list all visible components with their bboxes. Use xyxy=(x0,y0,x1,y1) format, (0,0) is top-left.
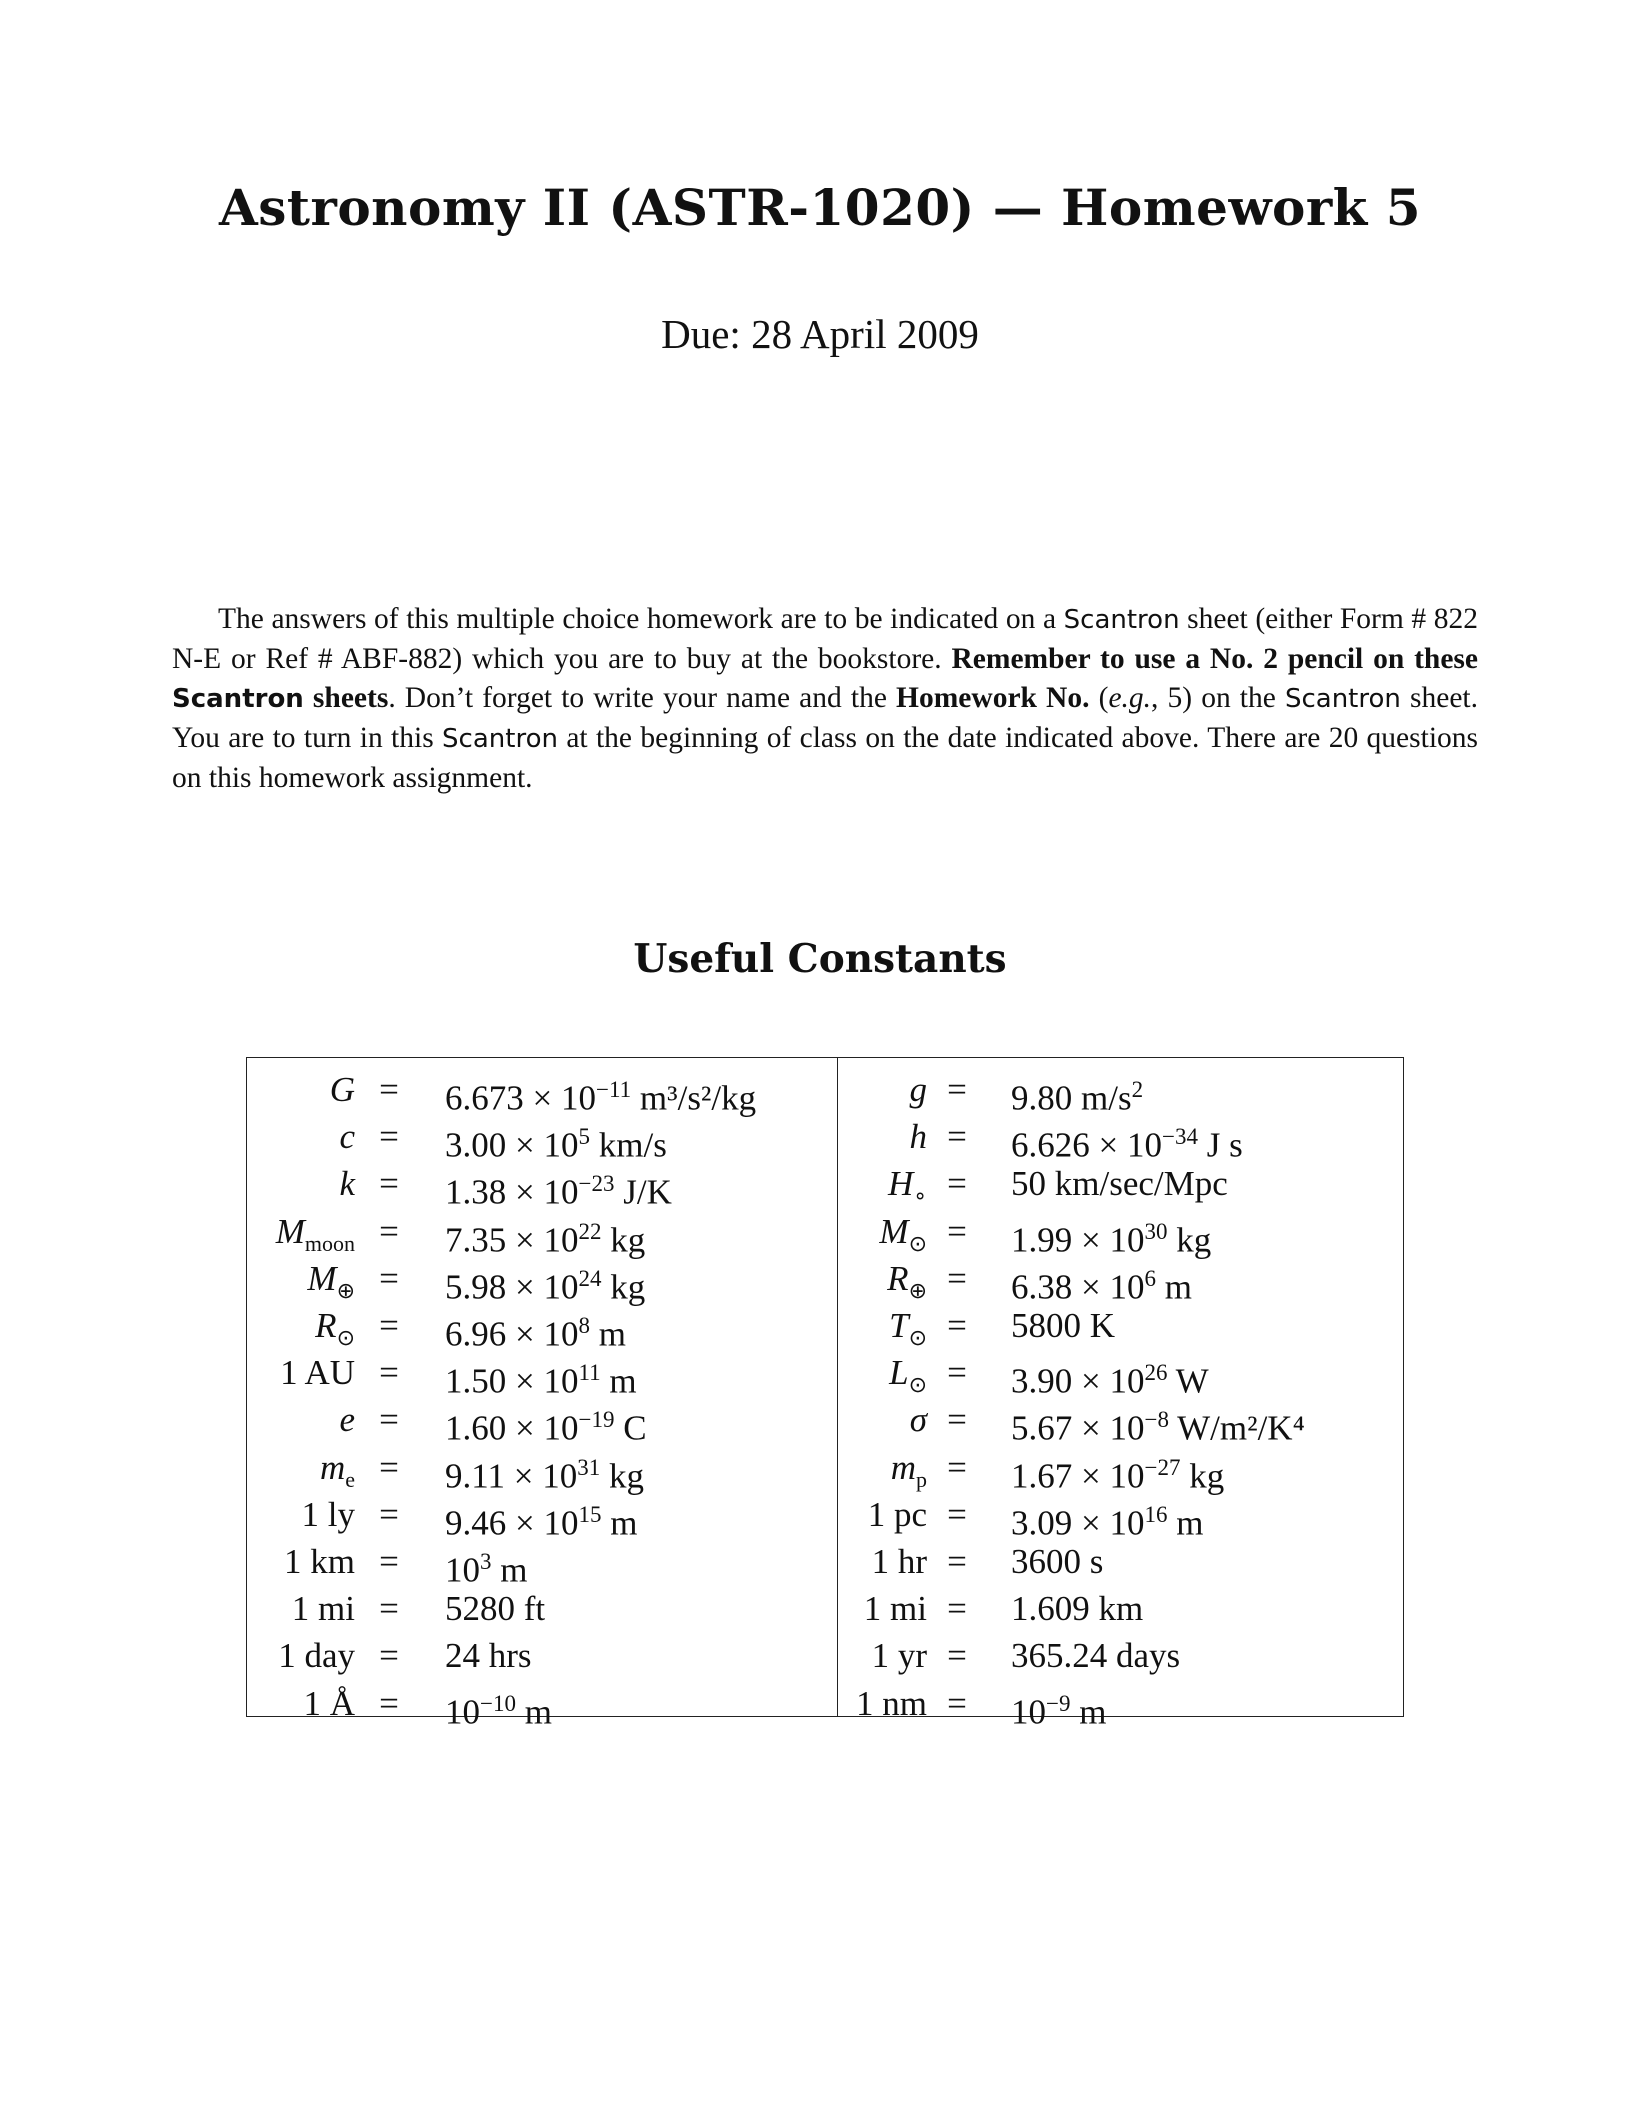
constant-value xyxy=(1011,1538,1103,1585)
constant-value-text: 1.99 × 10 xyxy=(1011,1220,1145,1260)
constant-exponent: −10 xyxy=(480,1690,516,1716)
scantron-term: Scantron xyxy=(442,724,558,754)
constant-subscript: ⊕ xyxy=(908,1277,927,1303)
equals-sign: = xyxy=(379,1400,399,1440)
constant-value-text: 10 xyxy=(1011,1692,1046,1732)
constant-symbol xyxy=(247,1680,355,1727)
equals-sign: = xyxy=(947,1353,967,1393)
eg-abbrev: e.g. xyxy=(1108,682,1152,714)
constant-symbol-text: m xyxy=(890,1447,916,1487)
constant-exponent: −27 xyxy=(1144,1454,1181,1480)
instructions-paragraph xyxy=(172,600,1478,798)
constant-row xyxy=(247,1632,837,1679)
equals-sign: = xyxy=(379,1117,399,1157)
constant-symbol xyxy=(247,1349,355,1396)
constant-value-text: 1.67 × 10 xyxy=(1011,1456,1145,1496)
constant-row xyxy=(839,1066,1403,1118)
equals-sign: = xyxy=(379,1306,399,1345)
constant-row xyxy=(839,1491,1403,1543)
constant-row xyxy=(839,1208,1403,1260)
constant-symbol-text: σ xyxy=(909,1400,927,1440)
constant-subscript: ∘ xyxy=(913,1183,927,1209)
constant-row xyxy=(247,1444,837,1496)
constant-symbol-text: 1 yr xyxy=(871,1636,927,1676)
constant-value-text: 7.35 × 10 xyxy=(445,1220,579,1260)
constant-symbol-text: 1 km xyxy=(284,1542,355,1581)
constant-value-text: 3.09 × 10 xyxy=(1011,1503,1145,1543)
constant-exponent: −19 xyxy=(578,1407,615,1433)
constant-exponent: −11 xyxy=(596,1077,632,1102)
equals-sign: = xyxy=(379,1258,399,1298)
constant-unit: m³/s²/kg xyxy=(631,1078,757,1118)
constant-symbol-text: M xyxy=(307,1258,337,1298)
scantron-term: Scantron xyxy=(172,684,304,714)
constant-subscript: moon xyxy=(304,1230,355,1256)
constant-exponent: 16 xyxy=(1144,1501,1168,1527)
constant-symbol-text: g xyxy=(909,1070,927,1109)
constant-exponent: 11 xyxy=(578,1360,601,1386)
constant-value-text: 9.80 m/s xyxy=(1011,1078,1132,1118)
constant-row xyxy=(839,1349,1403,1401)
constant-symbol-text: 1 mi xyxy=(291,1589,355,1629)
constant-row xyxy=(247,1160,837,1213)
constant-subscript: p xyxy=(916,1466,927,1492)
constant-symbol xyxy=(839,1396,927,1443)
constant-exponent: −9 xyxy=(1046,1690,1071,1716)
constant-unit: J/K xyxy=(614,1173,672,1213)
constant-exponent: 26 xyxy=(1144,1360,1168,1386)
constant-symbol-text: h xyxy=(909,1117,927,1157)
constant-value-text: 1.60 × 10 xyxy=(445,1409,579,1449)
constant-value-text: 1.50 × 10 xyxy=(445,1361,579,1401)
constant-row xyxy=(247,1208,837,1260)
constant-row xyxy=(839,1255,1403,1307)
constant-symbol-text: 1 hr xyxy=(871,1542,927,1581)
constant-row xyxy=(247,1349,837,1401)
constant-exponent: −8 xyxy=(1144,1407,1169,1433)
constant-symbol xyxy=(247,1491,355,1538)
constant-symbol xyxy=(839,1680,927,1727)
constant-row xyxy=(247,1302,837,1354)
constant-unit: W xyxy=(1167,1361,1209,1401)
constant-subscript: ⊙ xyxy=(908,1325,927,1350)
constant-exponent: −23 xyxy=(578,1171,615,1197)
constant-value-text: 5280 ft xyxy=(445,1589,546,1629)
pencil-reminder-end: sheets xyxy=(303,682,389,714)
constant-value-text: 6.626 × 10 xyxy=(1011,1125,1162,1165)
constant-symbol-text: M xyxy=(879,1211,909,1251)
constant-symbol-text: 1 mi xyxy=(863,1589,927,1629)
constant-unit: m xyxy=(600,1361,637,1401)
equals-sign: = xyxy=(947,1494,967,1534)
constant-symbol-text: R xyxy=(315,1306,337,1345)
scantron-term: Scantron xyxy=(1284,684,1401,714)
constant-symbol xyxy=(839,1113,927,1160)
constant-exponent: 22 xyxy=(578,1218,602,1244)
constant-symbol-text: G xyxy=(329,1070,355,1109)
constant-row xyxy=(247,1491,837,1543)
constant-unit: kg xyxy=(600,1456,644,1496)
constant-value xyxy=(1011,1302,1115,1349)
constant-value-text: 3.90 × 10 xyxy=(1011,1361,1145,1401)
intro-text-5: , 5) on the xyxy=(1151,682,1285,714)
constant-symbol xyxy=(839,1538,927,1585)
constant-value-text: 1.38 × 10 xyxy=(445,1173,579,1213)
constant-row xyxy=(247,1680,837,1732)
constant-symbol xyxy=(247,1066,355,1113)
equals-sign: = xyxy=(379,1353,399,1393)
constant-value-text: 6.673 × 10 xyxy=(445,1078,596,1118)
constant-unit: kg xyxy=(601,1267,646,1307)
constant-row xyxy=(247,1066,837,1118)
constant-exponent: 31 xyxy=(577,1454,601,1480)
intro-text-2: sheet (either Form # 822 N-E or Ref # ABF-882) which you are to buy at the bookstore. xyxy=(172,603,1478,675)
equals-sign: = xyxy=(947,1164,967,1204)
constant-value xyxy=(1011,1160,1228,1207)
constant-row xyxy=(247,1538,837,1590)
constant-symbol-text: 1 pc xyxy=(867,1494,927,1534)
equals-sign: = xyxy=(379,1164,399,1204)
constant-symbol-text: T xyxy=(889,1306,909,1345)
equals-sign: = xyxy=(947,1117,967,1157)
constant-exponent: 3 xyxy=(480,1549,492,1574)
constant-value-text: 1.609 km xyxy=(1011,1589,1144,1629)
constant-exponent: 15 xyxy=(578,1501,602,1527)
constant-symbol-text: H xyxy=(887,1164,914,1204)
constant-symbol xyxy=(247,1585,355,1632)
constant-value-text: 10 xyxy=(445,1692,480,1732)
constant-symbol xyxy=(247,1396,355,1443)
constant-value-text: 5800 K xyxy=(1011,1306,1116,1345)
pencil-reminder-text: Remember to use a No. 2 pencil on these xyxy=(951,643,1478,675)
constant-unit: m xyxy=(601,1503,638,1543)
constant-row xyxy=(839,1585,1403,1632)
equals-sign: = xyxy=(947,1636,967,1676)
homework-no-label: Homework No. xyxy=(896,682,1090,714)
constant-value-text: 365.24 days xyxy=(1011,1636,1181,1676)
equals-sign: = xyxy=(947,1542,967,1581)
constant-value-text: 3600 s xyxy=(1011,1542,1104,1581)
constant-symbol-text: 1 nm xyxy=(856,1683,927,1723)
intro-text-1: The answers of this multiple choice homework are to be indicated on a xyxy=(218,603,1064,635)
constant-subscript: ⊙ xyxy=(908,1372,927,1398)
equals-sign: = xyxy=(947,1683,967,1723)
equals-sign: = xyxy=(947,1589,967,1629)
constant-row xyxy=(839,1680,1403,1732)
constant-exponent: 24 xyxy=(578,1265,602,1291)
constant-value-text: 24 hrs xyxy=(445,1636,532,1676)
constant-unit: J s xyxy=(1197,1125,1243,1165)
constant-symbol xyxy=(839,1632,927,1679)
equals-sign: = xyxy=(947,1070,967,1109)
constant-unit: C xyxy=(614,1409,647,1449)
constant-unit: m xyxy=(515,1692,552,1732)
constant-exponent: −34 xyxy=(1162,1124,1198,1150)
equals-sign: = xyxy=(379,1636,399,1676)
constant-row xyxy=(839,1396,1403,1449)
constant-symbol-text: c xyxy=(339,1117,355,1157)
column-divider xyxy=(837,1058,838,1716)
constant-symbol xyxy=(839,1066,927,1113)
constant-symbol-text: R xyxy=(887,1258,909,1298)
constant-unit: kg xyxy=(1180,1456,1225,1496)
constants-table xyxy=(246,1057,1404,1732)
constant-symbol-text: e xyxy=(339,1400,355,1440)
constant-symbol xyxy=(247,1160,355,1207)
equals-sign: = xyxy=(947,1400,967,1440)
constant-exponent: 6 xyxy=(1144,1265,1156,1291)
equals-sign: = xyxy=(379,1447,399,1487)
equals-sign: = xyxy=(379,1542,399,1581)
constant-symbol-text: 1 AU xyxy=(280,1353,355,1393)
constant-unit: m xyxy=(1167,1503,1204,1543)
constant-value-text: 10 xyxy=(445,1550,480,1590)
equals-sign: = xyxy=(947,1447,967,1487)
equals-sign: = xyxy=(379,1494,399,1534)
constant-subscript: e xyxy=(345,1466,355,1492)
constants-heading: Useful Constants xyxy=(633,936,1007,982)
scantron-term: Scantron xyxy=(1063,605,1180,635)
constant-symbol xyxy=(247,1113,355,1160)
constant-exponent: 2 xyxy=(1131,1077,1144,1102)
constant-row xyxy=(247,1113,837,1165)
constant-value-text: 5.67 × 10 xyxy=(1011,1409,1145,1449)
constant-value-text: 6.96 × 10 xyxy=(445,1314,579,1354)
constant-symbol-text: 1 day xyxy=(278,1636,355,1676)
constant-symbol-text: 1 ly xyxy=(301,1494,355,1534)
equals-sign: = xyxy=(379,1211,399,1251)
constant-row xyxy=(247,1585,837,1632)
constant-row xyxy=(839,1113,1403,1165)
constant-unit: m xyxy=(590,1314,626,1354)
constant-value xyxy=(1011,1585,1143,1632)
constant-unit: kg xyxy=(601,1220,646,1260)
constant-value-text: 9.11 × 10 xyxy=(445,1456,578,1496)
equals-sign: = xyxy=(947,1211,967,1251)
intro-text-4: ( xyxy=(1089,682,1109,714)
constant-unit: kg xyxy=(1167,1220,1212,1260)
constant-value xyxy=(1011,1632,1180,1679)
constant-symbol-text: m xyxy=(319,1447,346,1487)
constant-symbol-text: 1 Å xyxy=(303,1683,355,1723)
equals-sign: = xyxy=(947,1258,967,1298)
constant-value-text: 50 km/sec/Mpc xyxy=(1011,1164,1228,1204)
constant-symbol-text: M xyxy=(275,1211,305,1251)
constant-row xyxy=(839,1444,1403,1496)
constant-symbol xyxy=(247,1632,355,1679)
intro-text-3: . Don’t forget to write your name and the xyxy=(388,682,897,714)
constant-row xyxy=(839,1160,1403,1207)
equals-sign: = xyxy=(947,1306,967,1345)
constant-unit: m xyxy=(1156,1267,1192,1307)
equals-sign: = xyxy=(379,1683,399,1723)
constant-exponent: 30 xyxy=(1144,1218,1168,1244)
constant-unit: km/s xyxy=(590,1125,667,1165)
constant-subscript: ⊙ xyxy=(908,1230,927,1256)
constant-value xyxy=(445,1585,545,1632)
constant-row xyxy=(247,1255,837,1307)
constant-row xyxy=(839,1632,1403,1679)
constant-value-text: 9.46 × 10 xyxy=(445,1503,579,1543)
constant-symbol-text: L xyxy=(889,1353,909,1393)
equals-sign: = xyxy=(379,1589,399,1629)
constant-exponent: 8 xyxy=(578,1313,590,1338)
constant-value xyxy=(1011,1680,1106,1736)
page-title: Astronomy II (ASTR-1020) — Homework 5 xyxy=(218,178,1422,237)
constant-value xyxy=(445,1680,552,1736)
constant-value-text: 5.98 × 10 xyxy=(445,1267,579,1307)
constant-subscript: ⊙ xyxy=(336,1325,355,1350)
intro-text-6: sheet. You are to turn in this xyxy=(172,682,1478,754)
constant-unit: W/m²/K⁴ xyxy=(1168,1409,1305,1449)
constant-symbol-text: k xyxy=(339,1164,355,1204)
equals-sign: = xyxy=(379,1070,399,1109)
constant-subscript: ⊕ xyxy=(336,1277,355,1303)
constant-symbol xyxy=(839,1585,927,1632)
constant-symbol xyxy=(247,1538,355,1585)
constant-row xyxy=(247,1396,837,1449)
intro-text-7: at the beginning of class on the date indicated above. There are 20 questions on this homework assignment. xyxy=(172,722,1478,794)
constant-unit: m xyxy=(1070,1692,1107,1732)
due-date: Due: 28 April 2009 xyxy=(661,311,979,357)
constant-value-text: 6.38 × 10 xyxy=(1011,1267,1145,1307)
constant-exponent: 5 xyxy=(578,1124,590,1150)
constant-value xyxy=(445,1632,532,1679)
constant-unit: m xyxy=(491,1550,528,1590)
constant-symbol xyxy=(839,1491,927,1538)
constant-row xyxy=(839,1538,1403,1585)
constant-value-text: 3.00 × 10 xyxy=(445,1125,579,1165)
constant-row xyxy=(839,1302,1403,1349)
